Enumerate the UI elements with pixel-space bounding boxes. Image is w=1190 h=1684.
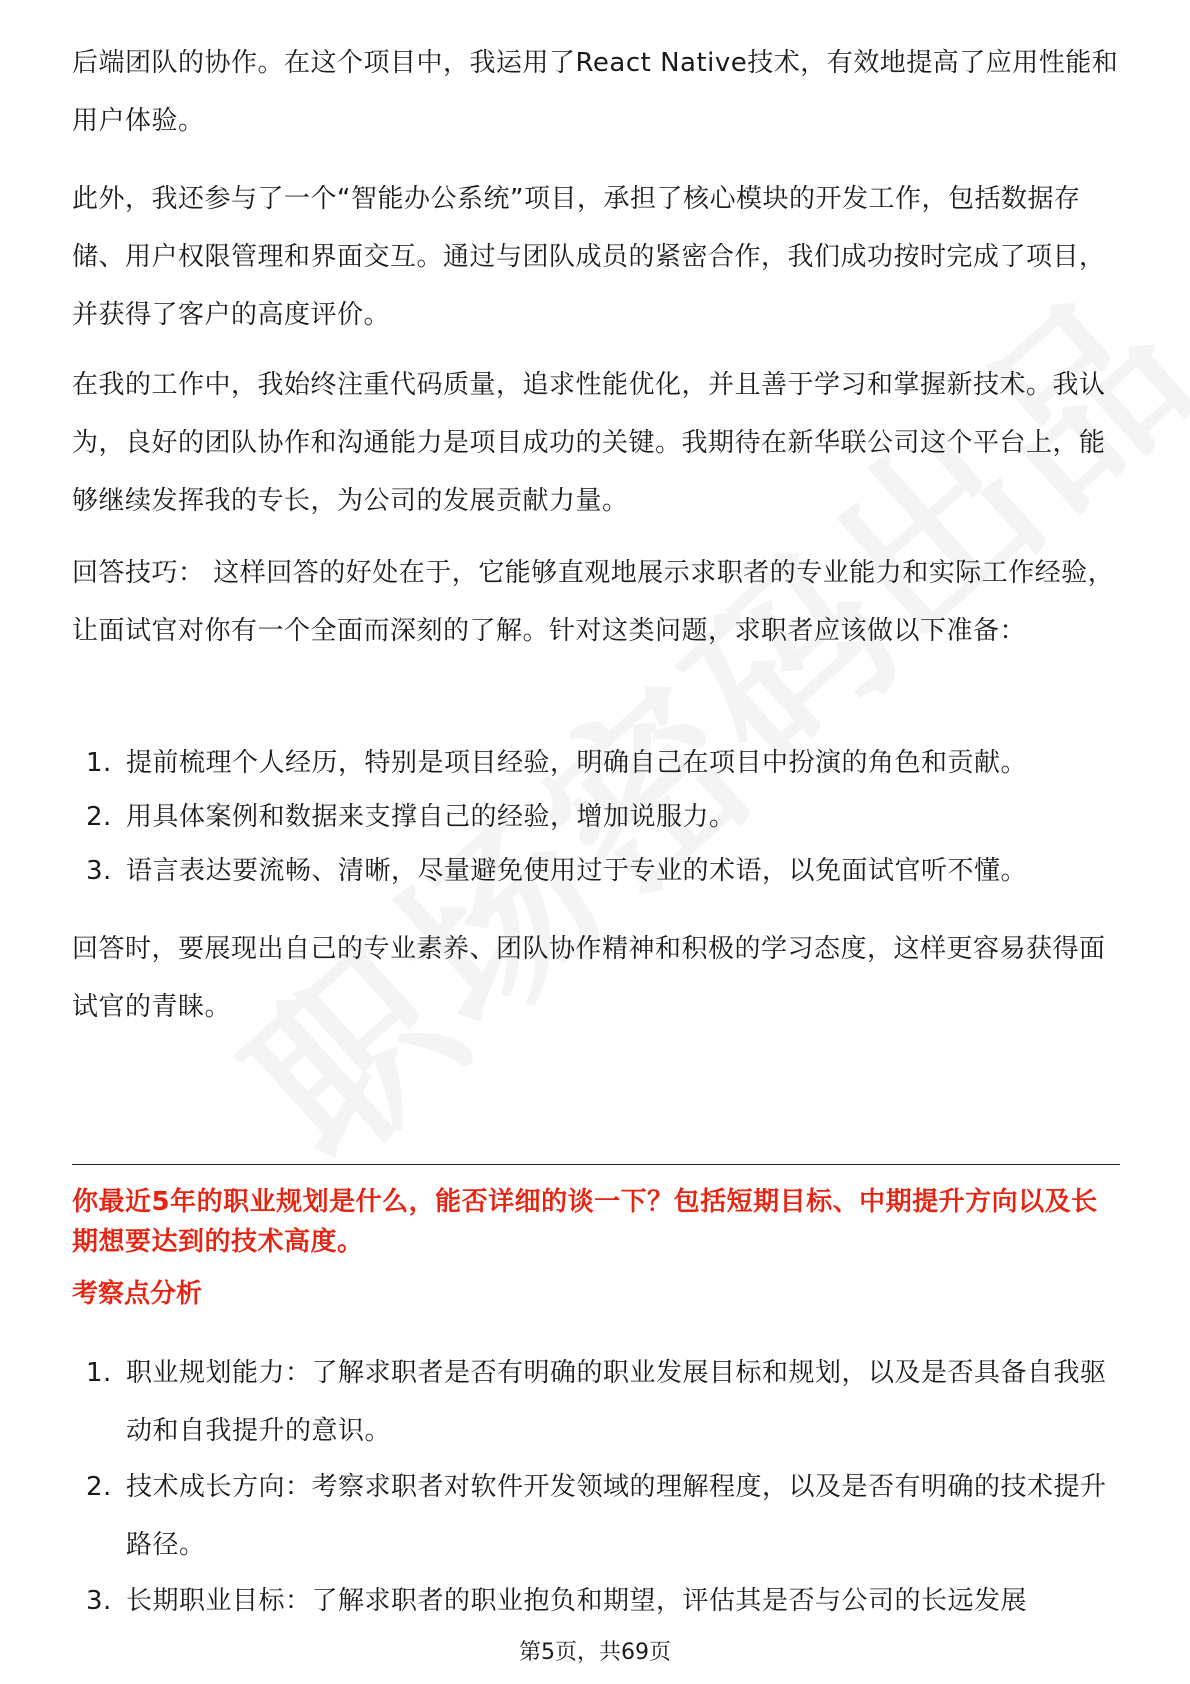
list-item (86, 788, 1120, 846)
analysis-heading: 考察点分析 (72, 1279, 203, 1309)
paragraph-smart-office-project: 此外，我还参与了一个“智能办公系统”项目，承担了核心模块的开发工作，包括数据存储、用户权限管理和界面交互。通过与团队成员的紧密合作，我们成功按时完成了项目，并获得了客户的高度评价。 (72, 184, 1106, 330)
list-item (86, 1458, 1120, 1560)
list-number: 3. (86, 856, 112, 886)
list-number: 3. (86, 1586, 112, 1616)
list-item (86, 1344, 1120, 1446)
list-number: 2. (86, 802, 112, 832)
list-text: 职业规划能力：了解求职者是否有明确的职业发展目标和规划，以及是否具备自我驱动和自我提升的意识。 (126, 1358, 1107, 1446)
list-text: 提前梳理个人经历，特别是项目经验，明确自己在项目中扮演的角色和贡献。 (126, 748, 1028, 778)
page-number-footer: 第5页，共69页 (519, 1640, 671, 1665)
paragraph-work-philosophy: 在我的工作中，我始终注重代码质量，追求性能优化，并且善于学习和掌握新技术。我认为，良好的团队协作和沟通能力是项目成功的关键。我期待在新华联公司这个平台上，能够继续发挥我的专长，为公司的发展贡献力量。 (72, 370, 1106, 516)
list-number: 2. (86, 1472, 112, 1502)
paragraph-answer-summary: 回答时，要展现出自己的专业素养、团队协作精神和积极的学习态度，这样更容易获得面试官的青睐。 (72, 934, 1106, 1022)
question-heading: 你最近5年的职业规划是什么，能否详细的谈一下？包括短期目标、中期提升方向以及长期想要达到的技术高度。 (72, 1187, 1098, 1257)
list-text: 长期职业目标：了解求职者的职业抱负和期望，评估其是否与公司的长远发展 (126, 1586, 1028, 1616)
list-number: 1. (86, 748, 112, 778)
section-divider (72, 1164, 1120, 1165)
list-text: 技术成长方向：考察求职者对软件开发领域的理解程度，以及是否有明确的技术提升路径。 (126, 1472, 1107, 1560)
list-number: 1. (86, 1358, 112, 1388)
paragraph-project-react-native: 后端团队的协作。在这个项目中，我运用了React Native技术，有效地提高了应用性能和用户体验。 (72, 48, 1119, 136)
list-item (86, 734, 1120, 792)
list-text: 语言表达要流畅、清晰，尽量避免使用过于专业的术语，以免面试官听不懂。 (126, 856, 1028, 886)
list-item (86, 1572, 1120, 1630)
list-item (86, 842, 1120, 900)
list-text: 用具体案例和数据来支撑自己的经验，增加说服力。 (126, 802, 736, 832)
paragraph-answer-tips: 回答技巧： 这样回答的好处在于，它能够直观地展示求职者的专业能力和实际工作经验，让面试官对你有一个全面而深刻的了解。针对这类问题，求职者应该做以下准备： (72, 558, 1115, 646)
